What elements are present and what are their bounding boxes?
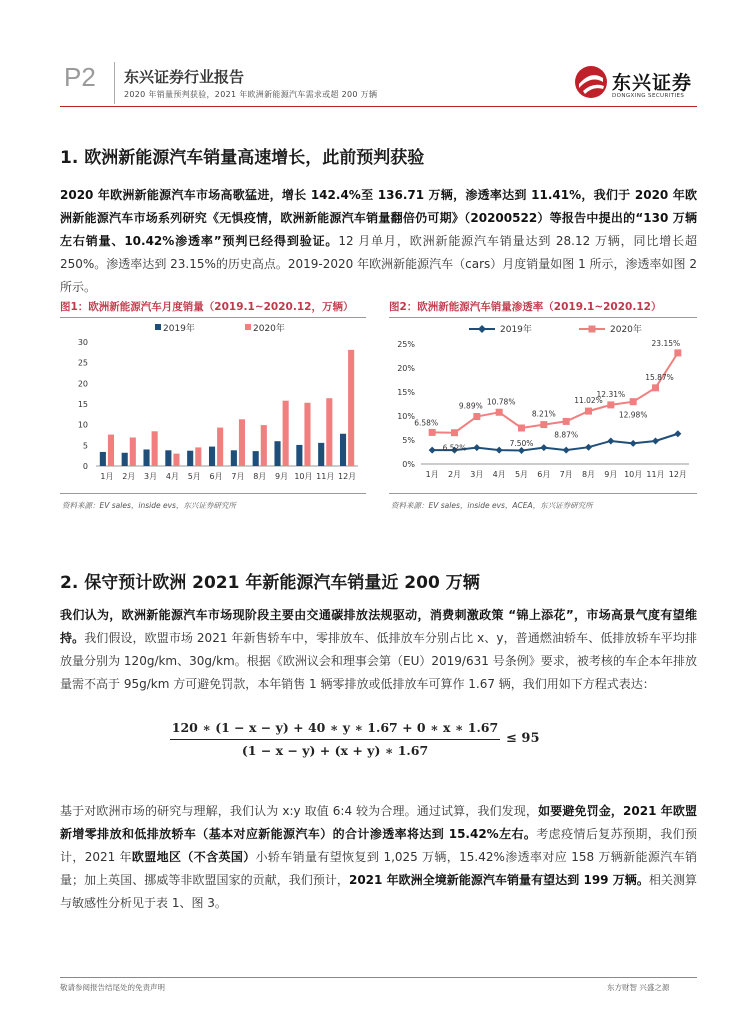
emission-formula (170, 718, 590, 766)
footer-slogan: 东方财智 兴盛之源 (607, 983, 670, 992)
data-label-2020: 9.89% (458, 401, 483, 411)
point-2020 (652, 384, 659, 391)
section-2-paragraph (60, 604, 697, 696)
section-1-number: 1. (60, 148, 79, 168)
bar-2019 (122, 453, 128, 466)
section-1-paragraph (60, 184, 697, 299)
point-2019 (563, 447, 570, 454)
x-tick-label: 8月 (253, 472, 267, 481)
x-tick-label: 8月 (581, 470, 596, 479)
point-2020 (429, 429, 436, 436)
bar-2019 (100, 452, 106, 466)
data-label-2020: 7.50% (509, 439, 534, 448)
legend-label: 2019年 (500, 325, 532, 335)
dongxing-logo-icon (573, 64, 609, 100)
fig1-source: 资料来源：EV sales，inside evs，东兴证券研究所 (62, 501, 236, 510)
data-label-2020: 8.21% (531, 409, 556, 419)
series-line-2020 (432, 353, 678, 433)
para3-e: 小轿车销量有望恢复到 1,025 万辆，15.42%渗透率对应 158 万辆新能源汽车销量；加上英国、挪威等非欧盟国家的贡献，我们预计， (60, 850, 697, 887)
formula-fraction-bar (170, 739, 500, 740)
bar-2019 (296, 445, 302, 466)
point-2019 (607, 437, 614, 444)
x-tick-label: 7月 (559, 470, 573, 479)
bar-2020 (195, 447, 201, 466)
bar-2019 (231, 450, 237, 466)
para3-f: 2021 年欧洲全境新能源汽车销量有望达到 199 万辆。 (348, 873, 649, 887)
y-tick-label: 20 (77, 379, 88, 389)
x-tick-label: 2月 (122, 472, 136, 481)
x-tick-label: 4月 (165, 472, 179, 481)
data-label-2020: 12.31% (596, 389, 626, 399)
formula-denominator: (1 − x − y) + (x + y) ∗ 1.67 (241, 743, 429, 758)
section-2-conclusion (60, 800, 697, 915)
point-2019 (429, 447, 436, 454)
legend-marker (589, 326, 596, 333)
legend-label: 2020年 (253, 324, 285, 334)
bar-2019 (274, 441, 280, 466)
bar-2020 (108, 435, 114, 466)
x-tick-label: 5月 (187, 472, 201, 481)
point-2020 (563, 418, 570, 425)
point-2020 (607, 401, 614, 408)
bar-2020 (261, 425, 267, 466)
bar-2020 (283, 401, 289, 466)
y-tick-label: 0% (402, 460, 415, 469)
section-1-title: 欧洲新能源汽车销量高速增长，此前预判获验 (84, 148, 425, 168)
point-2019 (585, 444, 592, 451)
x-tick-label: 12月 (337, 472, 357, 481)
y-tick-label: 0 (82, 462, 88, 471)
legend-label: 2019年 (163, 324, 195, 334)
data-label-2020: 10.78% (486, 397, 516, 407)
point-2020 (630, 398, 637, 405)
logo-name: 东兴证券 (612, 72, 693, 94)
y-tick-label: 20% (397, 364, 415, 373)
data-label-2020: 12.98% (618, 410, 648, 420)
data-label-2020: 23.15% (651, 338, 681, 348)
x-tick-label: 3月 (470, 470, 484, 479)
para1-rest: 12 月单月，欧洲新能源汽车销量达到 28.12 万辆，同比增长超 250%。渗透率达到 23.15%的历史高点。2019-2020 年欧洲新能源汽车（cars）月度销量如图 1 所示，渗透率如图 2 所示。 (60, 234, 697, 294)
fig2-line-chart (389, 320, 697, 490)
legend-label: 2020年 (610, 325, 642, 335)
point-2019 (674, 430, 681, 437)
point-2020 (518, 425, 525, 432)
y-tick-label: 10 (77, 420, 88, 430)
data-label-2020: 6.58% (414, 418, 439, 428)
bar-2020 (239, 419, 245, 466)
report-brand: 东兴证券行业报告 (124, 68, 245, 86)
x-tick-label: 1月 (100, 472, 114, 481)
fig1-rule (60, 317, 366, 318)
data-label-2020: 6.52% (442, 443, 467, 453)
y-tick-label: 25 (77, 358, 88, 368)
data-label-2020: 11.02% (574, 396, 603, 406)
legend-marker (478, 325, 486, 333)
y-tick-label: 5 (82, 441, 88, 451)
x-tick-label: 6月 (209, 472, 223, 481)
para3-g: 相关测算与敏感性分析见于表 1、图 3。 (60, 873, 697, 910)
fig2-rule (389, 317, 697, 318)
x-tick-label: 2月 (447, 470, 462, 479)
footer-rule (60, 977, 697, 978)
x-tick-label: 12月 (668, 470, 687, 479)
logo-english: DONGXING SECURITIES (612, 93, 685, 99)
point-2020 (496, 409, 503, 416)
section-2-number: 2. (60, 573, 79, 593)
fig2-title: 图2：欧洲新能源汽车销量渗透率（2019.1~2020.12） (389, 301, 662, 313)
para3-d: 欧盟地区（不含英国） (131, 850, 256, 864)
y-tick-label: 25% (397, 340, 415, 349)
page-number: P2 (64, 62, 96, 92)
para3-b: 如要避免罚金，2021 年欧盟新增零排放和低排放轿车（基本对应新能源汽车）的合计渗透率将达到 15.42%左右。 (60, 804, 698, 841)
legend-swatch (245, 324, 251, 330)
fig1-title: 图1：欧洲新能源汽车月度销量（2019.1~2020.12，万辆） (60, 301, 354, 313)
section-1-heading (60, 143, 424, 168)
x-tick-label: 9月 (275, 472, 289, 481)
fig2-bottom-rule (389, 493, 697, 494)
legend-swatch (155, 324, 161, 330)
y-tick-label: 5% (402, 436, 415, 445)
bar-2020 (304, 403, 310, 466)
y-tick-label: 15% (397, 388, 415, 397)
header-rule (60, 106, 697, 107)
x-tick-label: 3月 (144, 472, 158, 481)
bar-2020 (130, 437, 136, 466)
section-2-heading (60, 568, 480, 593)
x-tick-label: 11月 (646, 470, 665, 479)
data-label-2020: 8.87% (554, 430, 579, 440)
y-tick-label: 30 (77, 338, 88, 347)
x-tick-label: 6月 (537, 470, 551, 479)
bar-2019 (165, 450, 171, 466)
para2-bold: 我们认为，欧洲新能源汽车市场现阶段主要由交通碳排放法规驱动，消费刺激政策 “锦上添花”，市场高景气度有望维持。 (60, 608, 697, 645)
point-2020 (451, 429, 458, 436)
point-2020 (473, 413, 480, 420)
para2-rest: 我们假设，欧盟市场 2021 年新售轿车中，零排放车、低排放车分别占比 x、y，普通燃油轿车、低排放轿车平均排放量分别为 120g/km、30g/km。根据《欧洲议会和理事会第（EU）2019/631 号条例》要求，被考核的车企本年排放量需不高于 95g/km 方可避免罚款，本年销售 1 辆零排放或低排放车可算作 1.67 辆，我们用如下方程式表达： (60, 631, 697, 691)
point-2020 (585, 408, 592, 415)
fig1-bottom-rule (60, 493, 366, 494)
x-tick-label: 7月 (231, 472, 245, 481)
point-2019 (473, 444, 480, 451)
fig1-bar-chart (60, 320, 366, 490)
bar-2020 (152, 431, 158, 466)
para1-bold: 2020 年欧洲新能源汽车市场高歌猛进，增长 142.4%至 136.71 万辆，渗透率达到 11.41%，我们于 2020 年欧洲新能源汽车市场系列研究《无惧疫情，欧洲新能源汽车销量翻倍仍可期》（20200522）等报告中提出的“130 万辆左右销量、10.42%渗透率”预判已经得到验证。 (60, 188, 697, 248)
x-tick-label: 5月 (514, 470, 529, 479)
formula-rhs: ≤ 95 (506, 731, 540, 746)
bar-2020 (173, 454, 179, 466)
header-divider (114, 62, 115, 104)
bar-2019 (187, 451, 193, 466)
x-tick-label: 11月 (316, 472, 335, 481)
x-tick-label: 10月 (294, 472, 313, 481)
point-2019 (518, 447, 525, 454)
section-2-title: 保守预计欧洲 2021 年新能源汽车销量近 200 万辆 (84, 573, 480, 593)
point-2019 (652, 437, 659, 444)
bar-2019 (340, 434, 346, 466)
report-subtitle: 2020 年销量预判获验，2021 年欧洲新能源汽车需求或超 200 万辆 (124, 90, 378, 99)
bar-2020 (326, 398, 332, 466)
point-2019 (630, 440, 637, 447)
point-2019 (540, 444, 547, 451)
point-2020 (540, 421, 547, 428)
point-2019 (496, 447, 503, 454)
x-tick-label: 4月 (492, 470, 506, 479)
bar-2019 (253, 451, 259, 466)
fig2-source: 资料来源：EV sales，inside evs，ACEA，东兴证券研究所 (391, 501, 593, 510)
bar-2019 (209, 447, 215, 466)
bar-2019 (318, 443, 324, 466)
x-tick-label: 1月 (425, 470, 439, 479)
para3-c: 考虑疫情后复苏预期，我们预计，2021 年 (60, 827, 697, 864)
data-label-2020: 15.87% (645, 372, 674, 382)
footer-disclaimer: 敬请参阅报告结尾处的免责声明 (60, 983, 165, 992)
formula-numerator: 120 ∗ (1 − x − y) + 40 ∗ y ∗ 1.67 + 0 ∗ x ∗ 1.67 (171, 720, 499, 735)
para3-a: 基于对欧洲市场的研究与理解，我们认为 x:y 取值 6:4 较为合理。通过试算，我们发现， (60, 804, 539, 818)
point-2020 (674, 349, 681, 356)
bar-2020 (348, 350, 354, 466)
y-tick-label: 10% (397, 412, 415, 421)
bar-2019 (143, 449, 149, 466)
x-tick-label: 9月 (604, 470, 618, 479)
bar-2020 (217, 428, 223, 466)
x-tick-label: 10月 (624, 470, 643, 479)
y-tick-label: 15 (77, 400, 88, 409)
